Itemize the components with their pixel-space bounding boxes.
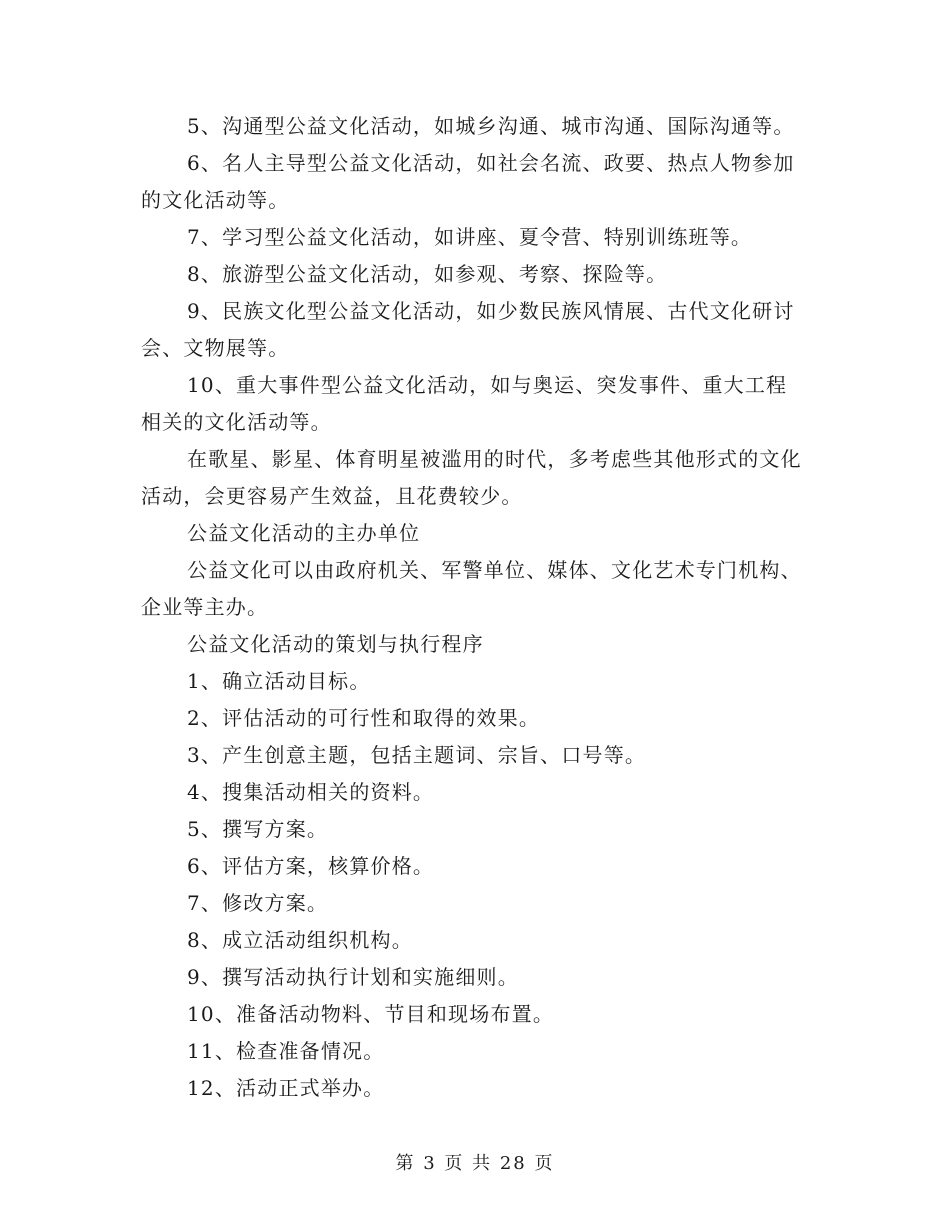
paragraph: 公益文化可以由政府机关、军警单位、媒体、文化艺术专门机构、企业等主办。 — [141, 558, 802, 619]
paragraph: 7、学习型公益文化活动，如讲座、夏令营、特别训练班等。 — [187, 225, 753, 249]
list-item: 12、活动正式举办。 — [187, 1076, 385, 1100]
paragraph: 9、民族文化型公益文化活动，如少数民族风情展、古代文化研讨会、文物展等。 — [141, 299, 795, 360]
paragraph: 5、沟通型公益文化活动，如城乡沟通、城市沟通、国际沟通等。 — [187, 114, 795, 138]
list-item: 2、评估活动的可行性和取得的效果。 — [187, 706, 541, 730]
list-item: 1、确立活动目标。 — [187, 669, 371, 693]
list-item: 5、撰写方案。 — [187, 817, 329, 841]
list-item: 8、成立活动组织机构。 — [187, 928, 413, 952]
list-item: 11、检查准备情况。 — [187, 1039, 385, 1063]
list-item: 6、评估方案，核算价格。 — [187, 854, 435, 878]
page-number-footer: 第 3 页 共 28 页 — [395, 1153, 555, 1174]
paragraph: 10、重大事件型公益文化活动，如与奥运、突发事件、重大工程相关的文化活动等。 — [141, 373, 788, 434]
list-item: 7、修改方案。 — [187, 891, 329, 915]
list-item: 9、撰写活动执行计划和实施细则。 — [187, 965, 519, 989]
list-item: 3、产生创意主题，包括主题词、宗旨、口号等。 — [187, 743, 647, 767]
section-heading: 公益文化活动的主办单位 — [187, 521, 421, 545]
page-body — [141, 108, 807, 1107]
list-item: 4、搜集活动相关的资料。 — [187, 780, 435, 804]
list-item: 10、准备活动物料、节目和现场布置。 — [187, 1002, 555, 1026]
paragraph: 8、旅游型公益文化活动，如参观、考察、探险等。 — [187, 262, 668, 286]
paragraph: 在歌星、影星、体育明星被滥用的时代，多考虑些其他形式的文化活动，会更容易产生效益，且花费较少。 — [141, 447, 802, 508]
section-heading: 公益文化活动的策划与执行程序 — [187, 632, 484, 656]
paragraph: 6、名人主导型公益文化活动，如社会名流、政要、热点人物参加的文化活动等。 — [141, 151, 795, 212]
